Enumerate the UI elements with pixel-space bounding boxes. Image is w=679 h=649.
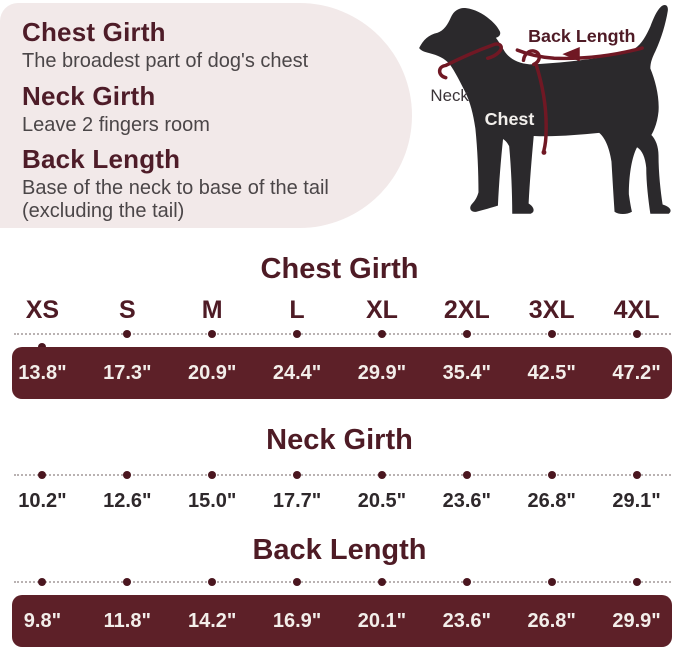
value-cell: 17.3": [103, 361, 152, 384]
tick-dot: [463, 578, 471, 586]
size-header-row: [0, 296, 679, 325]
definition-item: [22, 18, 412, 73]
tick-dot: [378, 578, 386, 586]
chest-value-band: [0, 347, 679, 399]
tick-row: [0, 329, 679, 339]
value-cell: 20.5": [357, 489, 407, 512]
section-title: Neck Girth: [266, 424, 413, 457]
value-cell: 9.8": [23, 609, 62, 632]
chest-line-end-dot: [541, 150, 546, 155]
value-cell: 24.4": [272, 361, 322, 384]
value-cell: 16.9": [272, 609, 322, 632]
tick-dot: [378, 330, 386, 338]
size-label: 4XL: [613, 296, 660, 325]
value-cell: 20.1": [357, 609, 407, 632]
value-cell: 10.2": [18, 489, 67, 512]
value-cell: 20.9": [187, 361, 237, 384]
value-cell: 29.9": [357, 361, 407, 384]
definition-desc: Leave 2 fingers room: [22, 113, 210, 136]
value-cell: 17.7": [272, 489, 322, 512]
definition-term: Back Length: [22, 144, 181, 174]
value-cell: 23.6": [442, 489, 492, 512]
tick-dot: [123, 471, 131, 479]
value-cell: 23.6": [442, 609, 492, 632]
neck-label: Neck: [430, 86, 469, 106]
tick-dot: [123, 330, 131, 338]
value-cell: 42.5": [527, 361, 576, 384]
tick-row: [0, 470, 679, 480]
tick-dot: [208, 330, 216, 338]
size-label: XS: [25, 296, 60, 325]
tick-dot: [463, 330, 471, 338]
definition-item: [22, 145, 412, 222]
size-label: 3XL: [528, 296, 575, 325]
tick-dot: [208, 578, 216, 586]
neck-girth-section: [0, 425, 679, 512]
value-cell: 11.8": [103, 609, 151, 632]
tick-dot: [633, 471, 641, 479]
tick-dot: [548, 578, 556, 586]
tick-dot: [123, 578, 131, 586]
back-value-band: [0, 595, 679, 647]
tick-dot: [293, 471, 301, 479]
tick-dot: [38, 471, 46, 479]
value-cell: 35.4": [442, 361, 492, 384]
value-cell: 29.9": [612, 609, 661, 632]
definition-desc: The broadest part of dog's chest: [22, 50, 309, 73]
value-cell: 12.6": [103, 489, 152, 512]
tick-dot: [293, 578, 301, 586]
size-label: L: [289, 296, 305, 325]
hero: [0, 0, 679, 248]
section-title: Back Length: [252, 533, 427, 566]
tick-dot: [633, 330, 641, 338]
definitions-panel: [0, 3, 412, 228]
tick-dot: [463, 471, 471, 479]
tick-dot: [633, 578, 641, 586]
chest-girth-section: [0, 248, 679, 399]
back-values-row: [0, 595, 679, 647]
tick-dot: [548, 471, 556, 479]
size-label: M: [201, 296, 223, 325]
value-cell: 13.8": [18, 361, 67, 384]
definition-term: Chest Girth: [22, 17, 166, 47]
chest-label: Chest: [484, 108, 535, 129]
tick-dot: [293, 330, 301, 338]
value-cell: 14.2": [187, 609, 237, 632]
tick-row: [0, 577, 679, 587]
back-length-section: [0, 535, 679, 647]
definition-item: [22, 82, 412, 137]
tick-dot: [38, 578, 46, 586]
value-cell: 26.8": [527, 609, 576, 632]
tick-dot: [548, 330, 556, 338]
tick-dot: [208, 471, 216, 479]
definition-desc: Base of the neck to base of the tail (excluding the tail): [22, 177, 329, 222]
neck-values-row: [0, 490, 679, 513]
chest-values-row: [0, 347, 679, 399]
size-label: 2XL: [443, 296, 490, 325]
value-cell: 47.2": [612, 361, 661, 384]
tick-dot: [378, 471, 386, 479]
section-title: Chest Girth: [260, 253, 419, 285]
value-cell: 26.8": [527, 489, 576, 512]
size-label: S: [118, 296, 136, 325]
definition-term: Neck Girth: [22, 80, 156, 111]
value-cell: 15.0": [187, 489, 237, 512]
back-length-label: Back Length: [528, 25, 636, 46]
size-label: XL: [365, 296, 398, 325]
dog-illustration: [413, 2, 679, 225]
value-cell: 29.1": [612, 489, 661, 512]
